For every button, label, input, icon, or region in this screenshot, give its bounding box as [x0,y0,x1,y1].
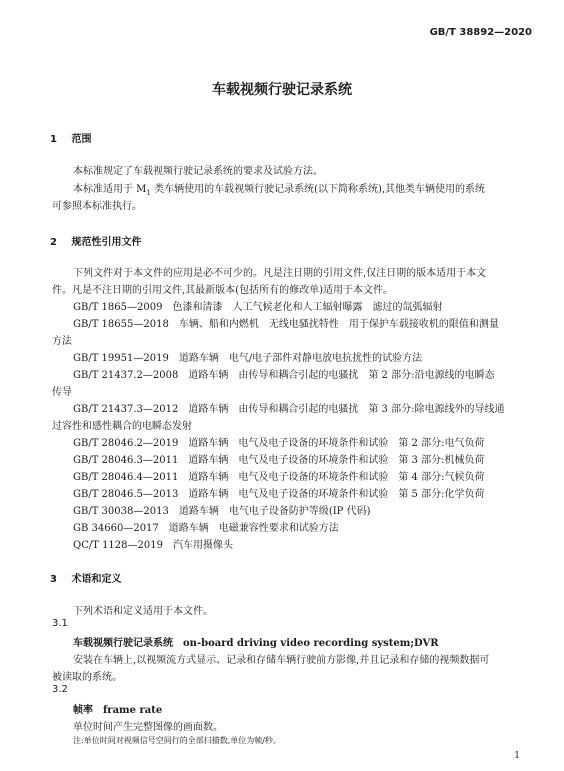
term-definition: 被读取的系统。 [52,672,122,683]
term-definition: 单位时间产生完整图像的画面数。 [73,722,223,733]
intro-line: 下列术语和定义适用于本文件。 [73,606,213,617]
section-heading-terms [50,570,121,585]
section-heading-scope [50,130,91,145]
scope-line: 本标准适用于 $M_1$ 类车辆使用的车载视频行驶记录系统(以下简称系统),其他类车辆使用的系统 [73,184,486,197]
standard-code: GB/T 38892—2020 [429,27,532,38]
term-definition: 安装在车辆上,以视频流方式显示、记录和存储车辆行驶前方影像,并且记录和存储的视频数据可 [73,655,490,666]
term-number: 3.1 [52,618,68,629]
category-subscript: 1 [146,189,151,197]
reference-line: GB/T 18655—2018 车辆、船和内燃机 无线电骚扰特性 用于保护车载接收机的限值和测量 [73,319,499,330]
reference-line: GB/T 19951—2019 道路车辆 电气/电子部件对静电放电抗扰性的试验方法 [73,353,423,364]
section-title: 范围 [71,134,92,145]
reference-line: GB/T 21437.2—2008 道路车辆 由传导和耦合引起的电骚扰 第 2 部分:沿电源线的电瞬态 [73,370,495,381]
section-number: 2 [50,237,57,248]
reference-line: GB 34660—2017 道路车辆 电磁兼容性要求和试验方法 [73,523,339,534]
reference-line: 传导 [52,387,72,398]
reference-line: GB/T 28046.5—2013 道路车辆 电气及电子设备的环境条件和试验 第 5 部分:化学负荷 [73,489,485,500]
reference-line: GB/T 28046.4—2011 道路车辆 电气及电子设备的环境条件和试验 第 4 部分:气候负荷 [73,472,485,483]
reference-line: 过容性和感性耦合的电瞬态发射 [52,421,192,432]
reference-line: GB/T 1865—2009 色漆和清漆 人工气候老化和人工辐射曝露 滤过的氙弧辐射 [73,302,443,313]
document-title: 车载视频行驶记录系统 [212,82,352,98]
reference-line: QC/T 1128—2019 汽车用摄像头 [73,540,233,551]
term-note: 注:单位时间对视频信号空间行的全部扫描数,单位为帧/秒。 [73,736,281,745]
term-name: 车载视频行驶记录系统 on-board driving video recording system;DVR [73,638,439,649]
section-number: 3 [50,574,57,585]
reference-line: 方法 [52,336,72,347]
page-number: 1 [514,751,520,761]
scope-line: 可参照本标准执行。 [52,201,142,212]
reference-line: GB/T 30038—2013 道路车辆 电气电子设备防护等级(IP 代码) [73,506,371,517]
reference-line: GB/T 28046.3—2011 道路车辆 电气及电子设备的环境条件和试验 第 3 部分:机械负荷 [73,455,485,466]
intro-line: 下列文件对于本文件的应用是必不可少的。凡是注日期的引用文件,仅注日期的版本适用于本文 [73,268,487,279]
section-title: 术语和定义 [71,574,122,585]
term-number: 3.2 [52,684,68,695]
section-number: 1 [50,134,57,145]
section-title: 规范性引用文件 [71,237,142,248]
term-name: 帧率 frame rate [73,705,163,716]
scope-line: 本标准规定了车载视频行驶记录系统的要求及试验方法。 [73,166,323,177]
section-heading-normative-references [50,233,141,248]
reference-line: GB/T 28046.2—2019 道路车辆 电气及电子设备的环境条件和试验 第 2 部分:电气负荷 [73,438,485,449]
intro-line: 件。凡是不注日期的引用文件,其最新版本(包括所有的修改单)适用于本文件。 [52,285,393,296]
reference-line: GB/T 21437.3—2012 道路车辆 由传导和耦合引起的电骚扰 第 3 部分:除电源线外的导线通 [73,404,505,415]
